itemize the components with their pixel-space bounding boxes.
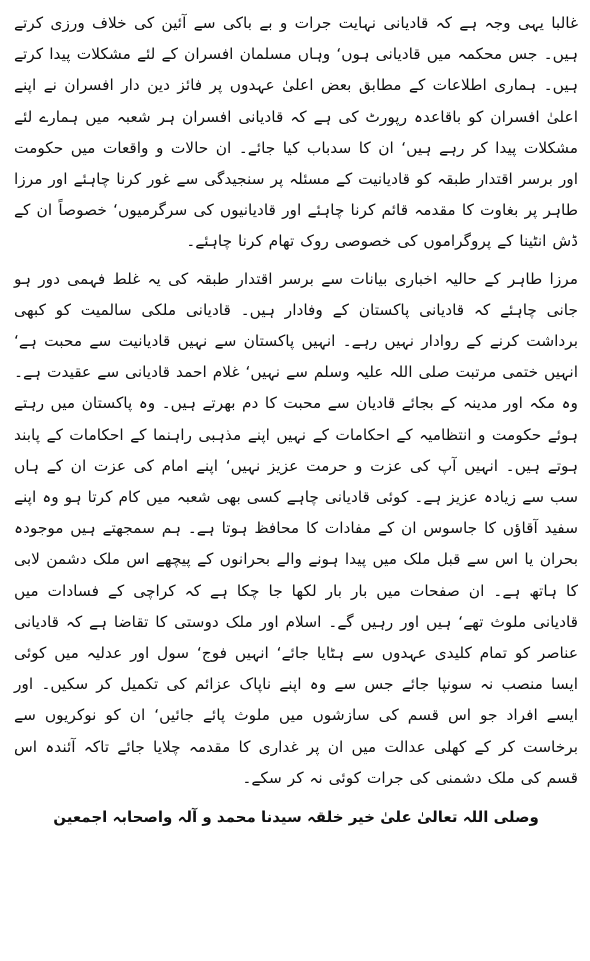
- article-paragraph-1: غالبا یہی وجہ ہے کہ قادیانی نہایت جرات و بے باکی سے آئین کی خلاف ورزی کرتے ہیں۔ جس محکمہ میں قادیانی ہوں‘ وہاں مسلمان افسران کے لئے مشکلات پیدا کرتے ہیں۔ ہماری اطلاعات کے مطابق بعض اعلیٰ عہدوں پر فائز دین دار افسران نے اپنے اعلیٰ افسران کو باقاعدہ رپورٹ کی ہے کہ قادیانی افسران ہر شعبہ میں ہمارے لئے مشکلات پیدا کر رہے ہیں‘ ان کا سدباب کیا جائے۔ ان حالات و واقعات میں حکومت اور برسر اقتدار طبقہ کو قادیانیت کے مسئلہ پر سنجیدگی سے غور کرنا چاہئے اور مرزا طاہر پر بغاوت کا مقدمہ قائم کرنا چاہئے اور قادیانیوں کی سرگرمیوں‘ خصوصاً ان کے ڈش انٹینا کے پروگراموں کی خصوصی روک تھام کرنا چاہئے۔: [14, 14, 578, 251]
- closing-invocation: وصلی اللہ تعالیٰ علیٰ خیر خلقہ سیدنا محمد و آلہ واصحابہ اجمعین: [53, 808, 539, 827]
- article-paragraph-2: مرزا طاہر کے حالیہ اخباری بیانات سے برسر اقتدار طبقہ کی یہ غلط فہمی دور ہو جانی چاہئے کہ قادیانی پاکستان کے وفادار ہیں۔ قادیانی ملکی سالمیت کو کبھی برداشت کرنے کے روادار نہیں رہے۔ انہیں پاکستان سے نہیں قادیانیت سے محبت ہے‘ انہیں ختمی مرتبت صلی اللہ علیہ وسلم سے نہیں‘ غلام احمد قادیانی سے عقیدت ہے۔ وہ مکہ اور مدینہ کے بجائے قادیان سے محبت کا دم بھرتے ہیں۔ وہ پاکستان میں رہتے ہوئے حکومت و انتظامیہ کے احکامات کے نہیں اپنے مذہبی راہنما کے احکامات کے پابند ہوتے ہیں۔ انہیں آپ کی عزت و حرمت عزیز نہیں‘ اپنے امام کی عزت ان کے ہاں سب سے زیادہ عزیز ہے۔ کوئی قادیانی چاہے کسی بھی شعبہ میں کام کرتا ہو وہ اپنے سفید آقاؤں کا جاسوس ان کے مفادات کا محافظ ہوتا ہے۔ ہم سمجھتے ہیں موجودہ بحران یا اس سے قبل ملک میں پیدا ہونے والے بحرانوں کے پیچھے اس ملک دشمن لابی کا ہاتھ ہے۔ ان صفحات میں بار بار لکھا جا چکا ہے کہ کراچی کے فسادات میں قادیانی ملوث تھے‘ ہیں اور رہیں گے۔ اسلام اور ملک دوستی کا تقاضا ہے کہ قادیانی عناصر کو تمام کلیدی عہدوں سے ہٹایا جائے‘ انہیں فوج‘ سول اور عدلیہ میں کوئی ایسا منصب نہ سونپا جائے جس سے وہ اپنے ناپاک عزائم کی تکمیل کر سکیں۔ اور ایسے افراد جو اس قسم کی سازشوں میں ملوث پائے جائیں‘ ان کو نوکریوں سے برخاست کر کے کھلی عدالت میں ان پر غداری کا مقدمہ چلایا جائے تاکہ آئندہ اس قسم کی ملک دشمنی کی جرات کوئی نہ کر سکے۔: [14, 269, 578, 787]
